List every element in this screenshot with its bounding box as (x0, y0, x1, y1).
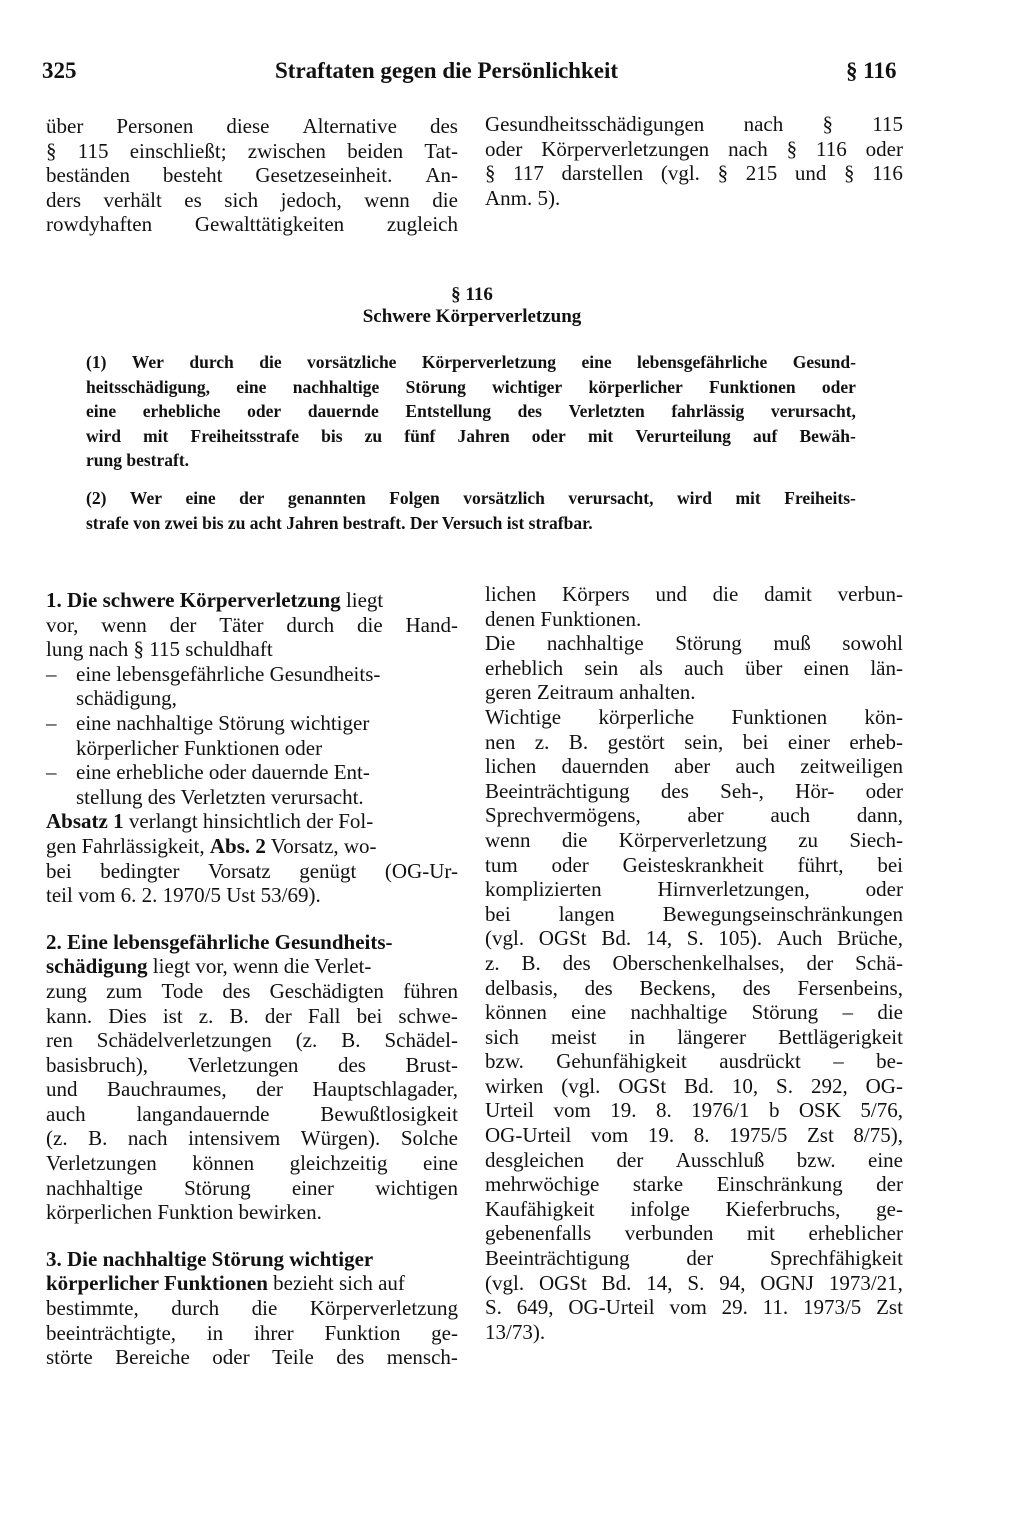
text-line: bzw. Gehunfähigkeit ausdrückt – be- (485, 1049, 903, 1074)
text-line: bestimmte, durch die Körperverletzung (46, 1296, 458, 1321)
commentary-right-column (485, 582, 903, 1344)
statute-paragraph-1 (86, 350, 856, 473)
text-line: zung zum Tode des Geschädigten führen (46, 978, 458, 1003)
note-term: Eine lebensgefährliche Gesundheits- (67, 929, 393, 954)
text-line: nachhaltige Störung einer wichtigen (46, 1175, 458, 1200)
text-line: körperlichen Funktion bewirken. (46, 1200, 322, 1225)
text-run: liegt (340, 588, 384, 612)
text-line: schädigung, (76, 686, 177, 711)
statute-paragraph-2 (86, 486, 856, 535)
text-line: Sprechvermögens, aber auch dann, (485, 803, 903, 828)
running-title: Straftaten gegen die Persönlichkeit (275, 58, 619, 83)
text-line (46, 954, 458, 979)
text-line: Kaufähigkeit infolge Kieferbruchs, ge- (485, 1196, 903, 1221)
text-line: rowdyhaften Gewalttätigkeiten zugleich (46, 212, 458, 237)
text-line: kann. Dies ist z. B. der Fall bei schwe- (46, 1003, 458, 1028)
text-line: stellung des Verletzten verursacht. (76, 784, 364, 809)
text-line: komplizierten Hirnverletzungen, oder (485, 877, 903, 902)
text-line: bei langen Bewegungseinschränkungen (485, 901, 903, 926)
note-term: Die nachhaltige Störung wichtiger (67, 1246, 374, 1271)
text-run: Vorsatz, wo- (265, 833, 377, 858)
dash-marker: – (46, 710, 57, 735)
text-line: ren Schädelverletzungen (z. B. Schädel- (46, 1028, 458, 1053)
text-line: beeinträchtigte, in ihrer Funktion ge- (46, 1320, 458, 1345)
text-line: wenn die Körperverletzung zu Siech- (485, 827, 903, 852)
dash-marker: – (46, 760, 57, 785)
text-line: Wichtige körperliche Funktionen kön- (485, 704, 903, 729)
text-line: lichen Körpers und die damit verbun- (485, 582, 903, 606)
note-term: körperlicher Funktionen (46, 1271, 268, 1296)
text-line: auch langandauernde Bewußtlosigkeit (46, 1101, 458, 1126)
text-run: liegt vor, wenn die Verlet- (147, 954, 372, 979)
text-line: erheblich sein als auch über einen län- (485, 655, 903, 680)
text-line: z. B. des Oberschenkelhalses, der Schä- (485, 950, 903, 975)
statute-number: § 116 (451, 284, 493, 305)
text-line: lichen dauernden aber auch zeitweiligen (485, 754, 903, 779)
text-line: Beeinträchtigung der Sprechfähigkeit (485, 1246, 903, 1271)
text-line: oder Körperverletzungen nach § 116 oder (485, 136, 903, 161)
text-line: körperlicher Funktionen oder (76, 735, 323, 760)
emphasis: Absatz 1 (46, 809, 124, 834)
text-line: S. 649, OG-Urteil vom 29. 11. 1973/5 Zst (485, 1295, 903, 1320)
text-line: tum oder Geisteskrankheit führt, bei (485, 852, 903, 877)
text-line: ders verhält es sich jedoch, wenn die (46, 187, 458, 212)
text-line: (vgl. OGSt Bd. 14, S. 94, OGNJ 1973/21, (485, 1270, 903, 1295)
text-run: eine lebensgefährliche Gesundheits- (76, 661, 381, 686)
intro-left-column (46, 114, 458, 237)
text-line: basisbruch), Verletzungen des Brust- (46, 1052, 458, 1077)
text-line: sich meist in längerer Bettlägerigkeit (485, 1024, 903, 1049)
text-line: Anm. 5). (485, 185, 561, 210)
note-2-first-line (46, 930, 458, 955)
section-reference: § 116 (846, 58, 897, 83)
statute-line: rung bestraft. (86, 450, 190, 470)
note-term: schädigung (46, 954, 148, 979)
text-line (46, 809, 458, 834)
statute-line: eine erhebliche oder dauernde Entstellung des Verletzten fahrlässig verursacht, (86, 401, 856, 421)
text-line: geren Zeitraum anhalten. (485, 680, 696, 705)
note-number: 1. (46, 588, 62, 612)
text-line: gebenenfalls verbunden mit erheblicher (485, 1221, 903, 1246)
text-line: bei bedingter Vorsatz genügt (OG-Ur- (46, 858, 458, 883)
note-1-first-line (46, 588, 458, 613)
statute-title: Schwere Körperverletzung (362, 306, 582, 327)
text-line: Verletzungen können gleichzeitig eine (46, 1151, 458, 1176)
dash-marker: – (46, 661, 57, 686)
intro-right-column (485, 112, 903, 210)
text-line: Die nachhaltige Störung muß sowohl (485, 631, 903, 656)
note-term: Die schwere Körperverletzung (67, 588, 341, 612)
text-line (46, 834, 458, 859)
note-number: 3. (46, 1246, 62, 1271)
text-line: lung nach § 115 schuldhaft (46, 637, 273, 662)
text-line: teil vom 6. 2. 1970/5 Ust 53/69). (46, 883, 321, 908)
list-item (46, 711, 458, 736)
list-item (46, 662, 458, 687)
text-line: delbasis, des Beckens, des Fersenbeins, (485, 975, 903, 1000)
text-line: vor, wenn der Täter durch die Hand- (46, 612, 458, 637)
text-run: gen Fahrlässigkeit, (46, 833, 210, 858)
statute-line: strafe von zwei bis zu acht Jahren bestraft. Der Versuch ist strafbar. (86, 512, 593, 533)
list-item (46, 760, 458, 785)
text-line: (z. B. nach intensivem Würgen). Solche (46, 1126, 458, 1151)
text-line: desgleichen der Ausschluß bzw. eine (485, 1147, 903, 1172)
page-number: 325 (42, 58, 77, 83)
text-line: wirken (vgl. OGSt Bd. 10, S. 292, OG- (485, 1073, 903, 1098)
text-run: eine erhebliche oder dauernde Ent- (76, 760, 370, 785)
text-line: Beeinträchtigung des Seh-, Hör- oder (485, 778, 903, 803)
text-line: über Personen diese Alternative des (46, 114, 458, 138)
text-line: und Bauchraumes, der Hauptschlagader, (46, 1077, 458, 1102)
text-line: (vgl. OGSt Bd. 14, S. 105). Auch Brüche, (485, 926, 903, 951)
note-number: 2. (46, 929, 62, 954)
text-run: verlangt hinsichtlich der Fol- (123, 809, 374, 834)
statute-line: (1) Wer durch die vorsätzliche Körperverletzung eine lebensgefährliche Gesund- (86, 352, 856, 372)
text-line: 13/73). (485, 1319, 546, 1344)
text-line: nen z. B. gestört sein, bei einer erheb- (485, 729, 903, 754)
note-3-first-line (46, 1247, 458, 1272)
text-line: störte Bereiche oder Teile des mensch- (46, 1345, 458, 1370)
text-line: denen Funktionen. (485, 606, 642, 631)
text-line: mehrwöchige starke Einschränkung der (485, 1172, 903, 1197)
emphasis: Abs. 2 (209, 833, 266, 858)
text-run: bezieht sich auf (267, 1271, 405, 1296)
statute-line: heitsschädigung, eine nachhaltige Störung wichtiger körperlicher Funktionen oder (86, 376, 856, 397)
text-line: Urteil vom 19. 8. 1976/1 b OSK 5/76, (485, 1098, 903, 1123)
text-run: eine nachhaltige Störung wichtiger (76, 710, 370, 735)
text-line: OG-Urteil vom 19. 8. 1975/5 Zst 8/75), (485, 1123, 903, 1148)
text-line: § 115 einschließt; zwischen beiden Tat- (46, 138, 458, 163)
statute-line: (2) Wer eine der genannten Folgen vorsätzlich verursacht, wird mit Freiheits- (86, 488, 856, 508)
commentary-left-column (46, 588, 458, 1370)
text-line: § 117 darstellen (vgl. § 215 und § 116 (485, 161, 903, 186)
text-line: können eine nachhaltige Störung – die (485, 1000, 903, 1025)
text-line: Gesundheitsschädigungen nach § 115 (485, 112, 903, 136)
text-line (46, 1271, 458, 1296)
statute-line: wird mit Freiheitsstrafe bis zu fünf Jahren oder mit Verurteilung auf Bewäh- (86, 425, 856, 446)
text-line: beständen besteht Gesetzeseinheit. An- (46, 163, 458, 188)
